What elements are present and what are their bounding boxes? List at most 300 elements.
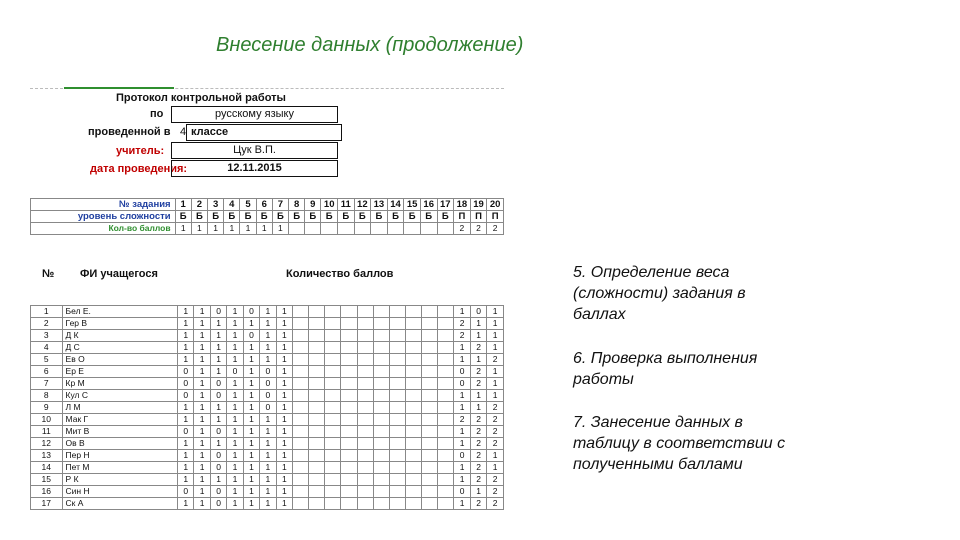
level-row-cell-8[interactable]: Б: [289, 211, 305, 223]
score-cell-9[interactable]: [309, 390, 325, 402]
score-cell-14[interactable]: [389, 450, 405, 462]
score-cell-15[interactable]: [406, 486, 422, 498]
score-cell-2[interactable]: 1: [194, 354, 210, 366]
score-cell-9[interactable]: [309, 474, 325, 486]
points-row-cell-3[interactable]: 1: [208, 223, 224, 235]
score-cell-3[interactable]: 0: [210, 426, 226, 438]
score-cell-4[interactable]: 1: [227, 330, 243, 342]
score-cell-1[interactable]: 0: [177, 426, 193, 438]
score-cell-20[interactable]: 1: [487, 462, 504, 474]
level-row-cell-14[interactable]: Б: [387, 211, 404, 223]
score-cell-4[interactable]: 1: [227, 462, 243, 474]
student-number[interactable]: 3: [31, 330, 63, 342]
score-cell-2[interactable]: 1: [194, 414, 210, 426]
score-cell-12[interactable]: [357, 330, 373, 342]
points-row-cell-15[interactable]: [404, 223, 421, 235]
student-number[interactable]: 1: [31, 306, 63, 318]
level-row-cell-4[interactable]: Б: [224, 211, 240, 223]
score-cell-14[interactable]: [389, 330, 405, 342]
score-cell-19[interactable]: 2: [470, 366, 486, 378]
student-number[interactable]: 8: [31, 390, 63, 402]
points-row-cell-18[interactable]: 2: [454, 223, 471, 235]
score-cell-6[interactable]: 1: [260, 342, 276, 354]
student-name[interactable]: Ов В: [62, 438, 177, 450]
score-cell-16[interactable]: [422, 498, 438, 510]
score-cell-13[interactable]: [373, 414, 389, 426]
score-cell-15[interactable]: [406, 450, 422, 462]
score-cell-5[interactable]: 1: [243, 402, 259, 414]
score-cell-18[interactable]: 1: [454, 426, 470, 438]
score-cell-20[interactable]: 1: [487, 450, 504, 462]
score-cell-10[interactable]: [325, 462, 341, 474]
score-cell-14[interactable]: [389, 366, 405, 378]
score-cell-15[interactable]: [406, 318, 422, 330]
score-cell-12[interactable]: [357, 438, 373, 450]
points-row-cell-5[interactable]: 1: [240, 223, 256, 235]
task-number-row-cell-9[interactable]: 9: [305, 199, 321, 211]
score-cell-7[interactable]: 1: [276, 498, 292, 510]
score-cell-2[interactable]: 1: [194, 378, 210, 390]
score-cell-7[interactable]: 1: [276, 306, 292, 318]
score-cell-3[interactable]: 0: [210, 306, 226, 318]
score-cell-8[interactable]: [293, 438, 309, 450]
score-cell-16[interactable]: [422, 486, 438, 498]
score-cell-15[interactable]: [406, 342, 422, 354]
level-row-cell-15[interactable]: Б: [404, 211, 421, 223]
score-cell-6[interactable]: 1: [260, 306, 276, 318]
score-cell-20[interactable]: 1: [487, 330, 504, 342]
score-cell-12[interactable]: [357, 498, 373, 510]
score-cell-2[interactable]: 1: [194, 402, 210, 414]
score-cell-7[interactable]: 1: [276, 330, 292, 342]
score-cell-1[interactable]: 0: [177, 486, 193, 498]
score-cell-10[interactable]: [325, 438, 341, 450]
score-cell-18[interactable]: 1: [454, 438, 470, 450]
score-cell-3[interactable]: 0: [210, 486, 226, 498]
score-cell-4[interactable]: 1: [227, 414, 243, 426]
score-cell-17[interactable]: [438, 498, 454, 510]
score-cell-8[interactable]: [293, 342, 309, 354]
grade-field[interactable]: классе: [186, 124, 342, 141]
points-row-cell-1[interactable]: 1: [175, 223, 191, 235]
score-cell-5[interactable]: 1: [243, 414, 259, 426]
score-cell-5[interactable]: 0: [243, 306, 259, 318]
score-cell-6[interactable]: 1: [260, 486, 276, 498]
score-cell-9[interactable]: [309, 462, 325, 474]
score-cell-18[interactable]: 0: [454, 450, 470, 462]
score-cell-8[interactable]: [293, 402, 309, 414]
score-cell-2[interactable]: 1: [194, 330, 210, 342]
score-cell-9[interactable]: [309, 426, 325, 438]
score-cell-13[interactable]: [373, 306, 389, 318]
score-cell-7[interactable]: 1: [276, 318, 292, 330]
level-row-cell-9[interactable]: Б: [305, 211, 321, 223]
score-cell-3[interactable]: 0: [210, 390, 226, 402]
task-number-row-cell-17[interactable]: 17: [437, 199, 454, 211]
task-number-row-cell-5[interactable]: 5: [240, 199, 256, 211]
score-cell-6[interactable]: 0: [260, 378, 276, 390]
score-cell-4[interactable]: 1: [227, 306, 243, 318]
score-cell-15[interactable]: [406, 366, 422, 378]
student-number[interactable]: 12: [31, 438, 63, 450]
score-cell-11[interactable]: [341, 354, 357, 366]
score-cell-8[interactable]: [293, 366, 309, 378]
score-cell-18[interactable]: 0: [454, 486, 470, 498]
points-row-cell-4[interactable]: 1: [224, 223, 240, 235]
points-row-cell-13[interactable]: [371, 223, 388, 235]
score-cell-17[interactable]: [438, 354, 454, 366]
score-cell-17[interactable]: [438, 366, 454, 378]
score-cell-12[interactable]: [357, 342, 373, 354]
student-name[interactable]: Мит В: [62, 426, 177, 438]
score-cell-13[interactable]: [373, 438, 389, 450]
score-cell-13[interactable]: [373, 498, 389, 510]
score-cell-7[interactable]: 1: [276, 366, 292, 378]
task-number-row-cell-10[interactable]: 10: [321, 199, 338, 211]
score-cell-1[interactable]: 1: [177, 318, 193, 330]
score-cell-19[interactable]: 0: [470, 306, 486, 318]
points-row-cell-16[interactable]: [420, 223, 437, 235]
score-cell-19[interactable]: 2: [470, 498, 486, 510]
score-cell-8[interactable]: [293, 390, 309, 402]
score-cell-10[interactable]: [325, 378, 341, 390]
score-cell-6[interactable]: 1: [260, 474, 276, 486]
score-cell-5[interactable]: 1: [243, 318, 259, 330]
student-name[interactable]: Пер Н: [62, 450, 177, 462]
student-number[interactable]: 13: [31, 450, 63, 462]
score-cell-18[interactable]: 1: [454, 402, 470, 414]
score-cell-5[interactable]: 0: [243, 330, 259, 342]
score-cell-15[interactable]: [406, 390, 422, 402]
score-cell-4[interactable]: 1: [227, 390, 243, 402]
score-cell-16[interactable]: [422, 330, 438, 342]
score-cell-20[interactable]: 2: [487, 486, 504, 498]
score-cell-12[interactable]: [357, 402, 373, 414]
student-name[interactable]: Бел Е.: [62, 306, 177, 318]
score-cell-2[interactable]: 1: [194, 306, 210, 318]
student-name[interactable]: Гер В: [62, 318, 177, 330]
score-cell-10[interactable]: [325, 306, 341, 318]
score-cell-11[interactable]: [341, 390, 357, 402]
score-cell-19[interactable]: 1: [470, 402, 486, 414]
level-row-cell-11[interactable]: Б: [338, 211, 355, 223]
score-cell-8[interactable]: [293, 462, 309, 474]
score-cell-19[interactable]: 1: [470, 390, 486, 402]
subject-field[interactable]: русскому языку: [171, 106, 338, 123]
score-cell-20[interactable]: 2: [487, 438, 504, 450]
score-cell-5[interactable]: 1: [243, 486, 259, 498]
score-cell-9[interactable]: [309, 414, 325, 426]
student-name[interactable]: Мак Г: [62, 414, 177, 426]
score-cell-13[interactable]: [373, 318, 389, 330]
points-row-cell-17[interactable]: [437, 223, 454, 235]
score-cell-8[interactable]: [293, 450, 309, 462]
score-cell-11[interactable]: [341, 366, 357, 378]
score-cell-20[interactable]: 1: [487, 318, 504, 330]
score-cell-10[interactable]: [325, 354, 341, 366]
score-cell-15[interactable]: [406, 462, 422, 474]
student-number[interactable]: 14: [31, 462, 63, 474]
score-cell-13[interactable]: [373, 390, 389, 402]
level-row-cell-18[interactable]: П: [454, 211, 471, 223]
task-number-row-cell-2[interactable]: 2: [191, 199, 207, 211]
score-cell-4[interactable]: 1: [227, 318, 243, 330]
score-cell-11[interactable]: [341, 414, 357, 426]
score-cell-3[interactable]: 1: [210, 318, 226, 330]
score-cell-20[interactable]: 1: [487, 390, 504, 402]
points-row-cell-7[interactable]: 1: [272, 223, 288, 235]
score-cell-9[interactable]: [309, 330, 325, 342]
task-number-row-cell-4[interactable]: 4: [224, 199, 240, 211]
score-cell-9[interactable]: [309, 342, 325, 354]
score-cell-17[interactable]: [438, 330, 454, 342]
score-cell-20[interactable]: 1: [487, 378, 504, 390]
score-cell-11[interactable]: [341, 486, 357, 498]
student-number[interactable]: 10: [31, 414, 63, 426]
score-cell-3[interactable]: 1: [210, 354, 226, 366]
score-cell-16[interactable]: [422, 342, 438, 354]
score-cell-11[interactable]: [341, 342, 357, 354]
score-cell-16[interactable]: [422, 378, 438, 390]
score-cell-7[interactable]: 1: [276, 450, 292, 462]
score-cell-6[interactable]: 0: [260, 390, 276, 402]
score-cell-18[interactable]: 1: [454, 342, 470, 354]
score-cell-2[interactable]: 1: [194, 486, 210, 498]
score-cell-20[interactable]: 2: [487, 498, 504, 510]
score-cell-11[interactable]: [341, 306, 357, 318]
score-cell-3[interactable]: 0: [210, 378, 226, 390]
student-number[interactable]: 5: [31, 354, 63, 366]
score-cell-19[interactable]: 2: [470, 426, 486, 438]
student-name[interactable]: Ск А: [62, 498, 177, 510]
score-cell-12[interactable]: [357, 354, 373, 366]
student-number[interactable]: 7: [31, 378, 63, 390]
student-name[interactable]: Кр М: [62, 378, 177, 390]
task-number-row-cell-18[interactable]: 18: [454, 199, 471, 211]
score-cell-5[interactable]: 1: [243, 450, 259, 462]
score-cell-5[interactable]: 1: [243, 474, 259, 486]
task-number-row-cell-14[interactable]: 14: [387, 199, 404, 211]
score-cell-15[interactable]: [406, 306, 422, 318]
score-cell-5[interactable]: 1: [243, 438, 259, 450]
score-cell-1[interactable]: 1: [177, 474, 193, 486]
score-cell-14[interactable]: [389, 402, 405, 414]
score-cell-12[interactable]: [357, 426, 373, 438]
score-cell-4[interactable]: 0: [227, 366, 243, 378]
score-cell-2[interactable]: 1: [194, 390, 210, 402]
score-cell-14[interactable]: [389, 414, 405, 426]
score-cell-4[interactable]: 1: [227, 474, 243, 486]
score-cell-2[interactable]: 1: [194, 462, 210, 474]
score-cell-11[interactable]: [341, 462, 357, 474]
score-cell-2[interactable]: 1: [194, 342, 210, 354]
score-cell-20[interactable]: 2: [487, 426, 504, 438]
score-cell-19[interactable]: 2: [470, 342, 486, 354]
student-name[interactable]: Д К: [62, 330, 177, 342]
score-cell-11[interactable]: [341, 438, 357, 450]
score-cell-10[interactable]: [325, 342, 341, 354]
score-cell-14[interactable]: [389, 426, 405, 438]
score-cell-8[interactable]: [293, 486, 309, 498]
score-cell-15[interactable]: [406, 426, 422, 438]
score-cell-11[interactable]: [341, 378, 357, 390]
score-cell-13[interactable]: [373, 474, 389, 486]
student-number[interactable]: 15: [31, 474, 63, 486]
score-cell-9[interactable]: [309, 486, 325, 498]
score-cell-8[interactable]: [293, 354, 309, 366]
score-cell-3[interactable]: 1: [210, 438, 226, 450]
score-cell-16[interactable]: [422, 414, 438, 426]
score-cell-12[interactable]: [357, 318, 373, 330]
score-cell-19[interactable]: 1: [470, 318, 486, 330]
points-row-cell-19[interactable]: 2: [470, 223, 487, 235]
score-cell-12[interactable]: [357, 366, 373, 378]
score-cell-8[interactable]: [293, 330, 309, 342]
score-cell-8[interactable]: [293, 426, 309, 438]
score-cell-10[interactable]: [325, 318, 341, 330]
score-cell-9[interactable]: [309, 378, 325, 390]
score-cell-11[interactable]: [341, 474, 357, 486]
score-cell-2[interactable]: 1: [194, 474, 210, 486]
score-cell-8[interactable]: [293, 474, 309, 486]
score-cell-7[interactable]: 1: [276, 462, 292, 474]
score-cell-17[interactable]: [438, 426, 454, 438]
score-cell-8[interactable]: [293, 414, 309, 426]
score-cell-14[interactable]: [389, 462, 405, 474]
score-cell-5[interactable]: 1: [243, 366, 259, 378]
score-cell-6[interactable]: 1: [260, 450, 276, 462]
points-row-cell-6[interactable]: 1: [256, 223, 272, 235]
score-cell-12[interactable]: [357, 462, 373, 474]
score-cell-17[interactable]: [438, 438, 454, 450]
score-cell-13[interactable]: [373, 486, 389, 498]
score-cell-3[interactable]: 1: [210, 366, 226, 378]
score-cell-17[interactable]: [438, 306, 454, 318]
score-cell-12[interactable]: [357, 378, 373, 390]
score-cell-13[interactable]: [373, 330, 389, 342]
score-cell-11[interactable]: [341, 330, 357, 342]
score-cell-10[interactable]: [325, 450, 341, 462]
score-cell-13[interactable]: [373, 462, 389, 474]
score-cell-5[interactable]: 1: [243, 342, 259, 354]
task-number-row-cell-6[interactable]: 6: [256, 199, 272, 211]
score-cell-19[interactable]: 2: [470, 474, 486, 486]
score-cell-12[interactable]: [357, 450, 373, 462]
score-cell-1[interactable]: 1: [177, 354, 193, 366]
level-row-cell-16[interactable]: Б: [420, 211, 437, 223]
level-row-cell-1[interactable]: Б: [175, 211, 191, 223]
score-cell-7[interactable]: 1: [276, 354, 292, 366]
level-row-cell-10[interactable]: Б: [321, 211, 338, 223]
score-cell-12[interactable]: [357, 306, 373, 318]
score-cell-14[interactable]: [389, 342, 405, 354]
score-cell-16[interactable]: [422, 438, 438, 450]
score-cell-5[interactable]: 1: [243, 378, 259, 390]
student-number[interactable]: 16: [31, 486, 63, 498]
level-row-cell-2[interactable]: Б: [191, 211, 207, 223]
score-cell-1[interactable]: 0: [177, 366, 193, 378]
score-cell-4[interactable]: 1: [227, 438, 243, 450]
score-cell-19[interactable]: 2: [470, 438, 486, 450]
score-cell-5[interactable]: 1: [243, 426, 259, 438]
score-cell-13[interactable]: [373, 342, 389, 354]
score-cell-4[interactable]: 1: [227, 498, 243, 510]
score-cell-11[interactable]: [341, 318, 357, 330]
score-cell-18[interactable]: 1: [454, 498, 470, 510]
points-row-cell-14[interactable]: [387, 223, 404, 235]
level-row-cell-12[interactable]: Б: [354, 211, 371, 223]
score-cell-11[interactable]: [341, 402, 357, 414]
score-cell-13[interactable]: [373, 354, 389, 366]
task-number-row-cell-3[interactable]: 3: [208, 199, 224, 211]
score-cell-7[interactable]: 1: [276, 342, 292, 354]
score-cell-15[interactable]: [406, 378, 422, 390]
date-field[interactable]: 12.11.2015: [171, 160, 338, 177]
score-cell-8[interactable]: [293, 306, 309, 318]
task-number-row-cell-8[interactable]: 8: [289, 199, 305, 211]
score-cell-1[interactable]: 1: [177, 414, 193, 426]
score-cell-7[interactable]: 1: [276, 378, 292, 390]
score-cell-9[interactable]: [309, 366, 325, 378]
score-cell-2[interactable]: 1: [194, 498, 210, 510]
score-cell-17[interactable]: [438, 486, 454, 498]
level-row-cell-13[interactable]: Б: [371, 211, 388, 223]
score-cell-4[interactable]: 1: [227, 426, 243, 438]
score-cell-14[interactable]: [389, 378, 405, 390]
score-cell-10[interactable]: [325, 402, 341, 414]
level-row-cell-7[interactable]: Б: [272, 211, 288, 223]
score-cell-10[interactable]: [325, 474, 341, 486]
student-name[interactable]: Ер Е: [62, 366, 177, 378]
student-name[interactable]: Л М: [62, 402, 177, 414]
score-cell-16[interactable]: [422, 426, 438, 438]
score-cell-6[interactable]: 1: [260, 318, 276, 330]
score-cell-2[interactable]: 1: [194, 366, 210, 378]
score-cell-4[interactable]: 1: [227, 486, 243, 498]
student-name[interactable]: Син Н: [62, 486, 177, 498]
score-cell-19[interactable]: 1: [470, 354, 486, 366]
score-cell-14[interactable]: [389, 438, 405, 450]
score-cell-8[interactable]: [293, 498, 309, 510]
score-cell-5[interactable]: 1: [243, 498, 259, 510]
score-cell-1[interactable]: 1: [177, 438, 193, 450]
task-number-row-cell-11[interactable]: 11: [338, 199, 355, 211]
score-cell-3[interactable]: 1: [210, 474, 226, 486]
score-cell-15[interactable]: [406, 354, 422, 366]
score-cell-18[interactable]: 0: [454, 378, 470, 390]
score-cell-5[interactable]: 1: [243, 390, 259, 402]
score-cell-10[interactable]: [325, 486, 341, 498]
score-cell-6[interactable]: 1: [260, 462, 276, 474]
score-cell-6[interactable]: 1: [260, 354, 276, 366]
task-number-row-cell-16[interactable]: 16: [420, 199, 437, 211]
score-cell-14[interactable]: [389, 354, 405, 366]
score-cell-3[interactable]: 0: [210, 462, 226, 474]
score-cell-18[interactable]: 1: [454, 462, 470, 474]
student-number[interactable]: 9: [31, 402, 63, 414]
score-cell-1[interactable]: 1: [177, 330, 193, 342]
score-cell-10[interactable]: [325, 426, 341, 438]
score-cell-8[interactable]: [293, 378, 309, 390]
score-cell-6[interactable]: 1: [260, 414, 276, 426]
score-cell-1[interactable]: 1: [177, 402, 193, 414]
student-number[interactable]: 2: [31, 318, 63, 330]
score-cell-5[interactable]: 1: [243, 462, 259, 474]
score-cell-16[interactable]: [422, 390, 438, 402]
score-cell-20[interactable]: 1: [487, 306, 504, 318]
score-cell-19[interactable]: 1: [470, 330, 486, 342]
score-cell-2[interactable]: 1: [194, 426, 210, 438]
